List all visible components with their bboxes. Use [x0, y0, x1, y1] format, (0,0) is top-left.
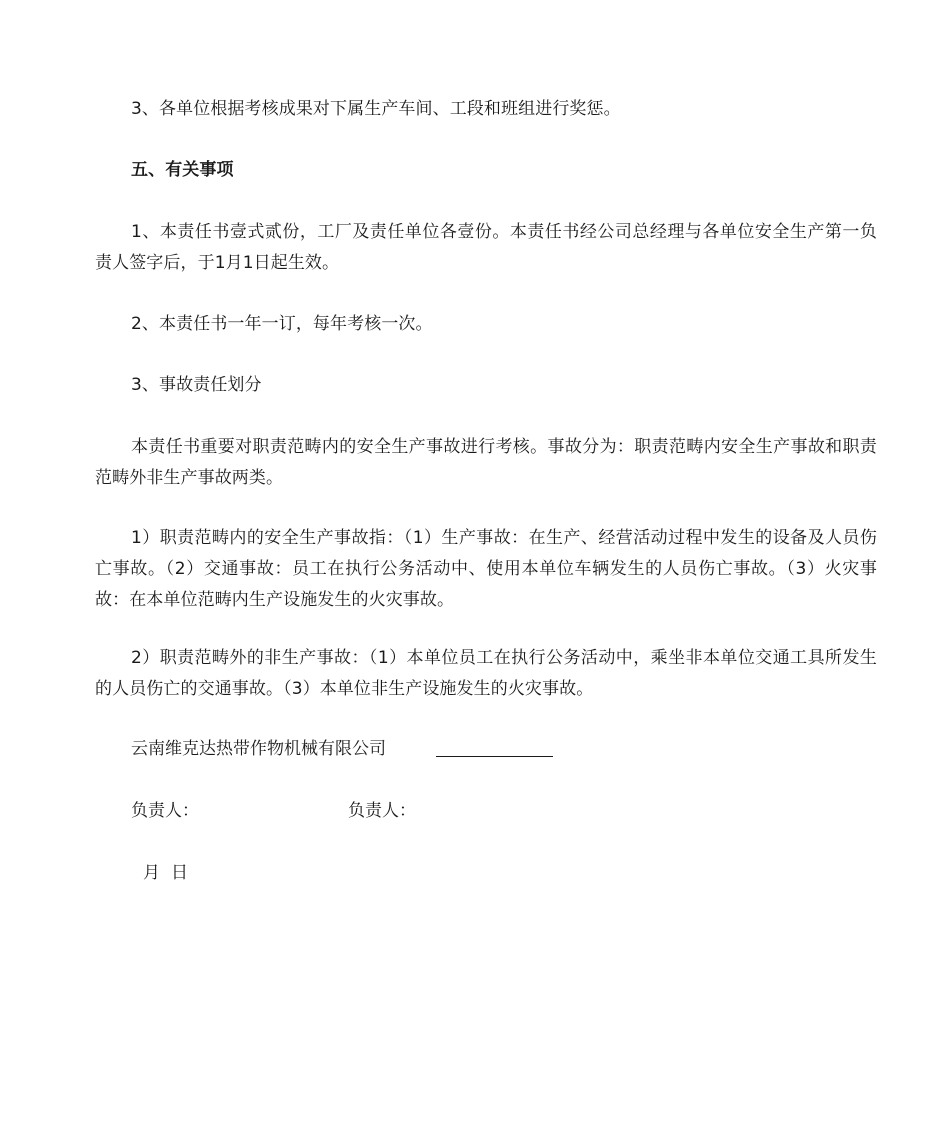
paragraph-item-3: 3、事故责任划分: [131, 375, 262, 395]
signature-line: [436, 756, 553, 757]
responsible-person-right: 负责人：: [348, 801, 416, 821]
paragraph-assessment: 本责任书重要对职责范畴内的安全生产事故进行考核。事故分为：职责范畴内安全生产事故和职责范畴外非生产事故两类。: [95, 437, 877, 488]
paragraph-item-2: 2、本责任书一年一订，每年考核一次。: [131, 314, 433, 334]
paragraph-external-accidents: 2）职责范畴外的非生产事故：（1）本单位员工在执行公务活动中，乘坐非本单位交通工具所发生的人员伤亡的交通事故。（3）本单位非生产设施发生的火灾事故。: [95, 648, 877, 699]
responsible-person-left: 负责人：: [131, 801, 199, 821]
paragraph-internal-accidents: 1）职责范畴内的安全生产事故指：（1）生产事故：在生产、经营活动过程中发生的设备及人员伤亡事故。（2）交通事故：员工在执行公务活动中、使用本单位车辆发生的人员伤亡事故。（3）火灾事故：在本单位范畴内生产设施发生的火灾事故。: [95, 528, 877, 610]
paragraph-rewards: 3、各单位根据考核成果对下属生产车间、工段和班组进行奖惩。: [131, 99, 621, 119]
section-heading: 五、有关事项: [131, 160, 234, 180]
date-day: 日: [171, 863, 188, 883]
company-name: 云南维克达热带作物机械有限公司: [131, 739, 386, 759]
date-month: 月: [143, 863, 160, 883]
paragraph-item-1: 1、本责任书壹式贰份，工厂及责任单位各壹份。本责任书经公司总经理与各单位安全生产第一负责人签字后，于1月1日起生效。: [95, 222, 877, 273]
